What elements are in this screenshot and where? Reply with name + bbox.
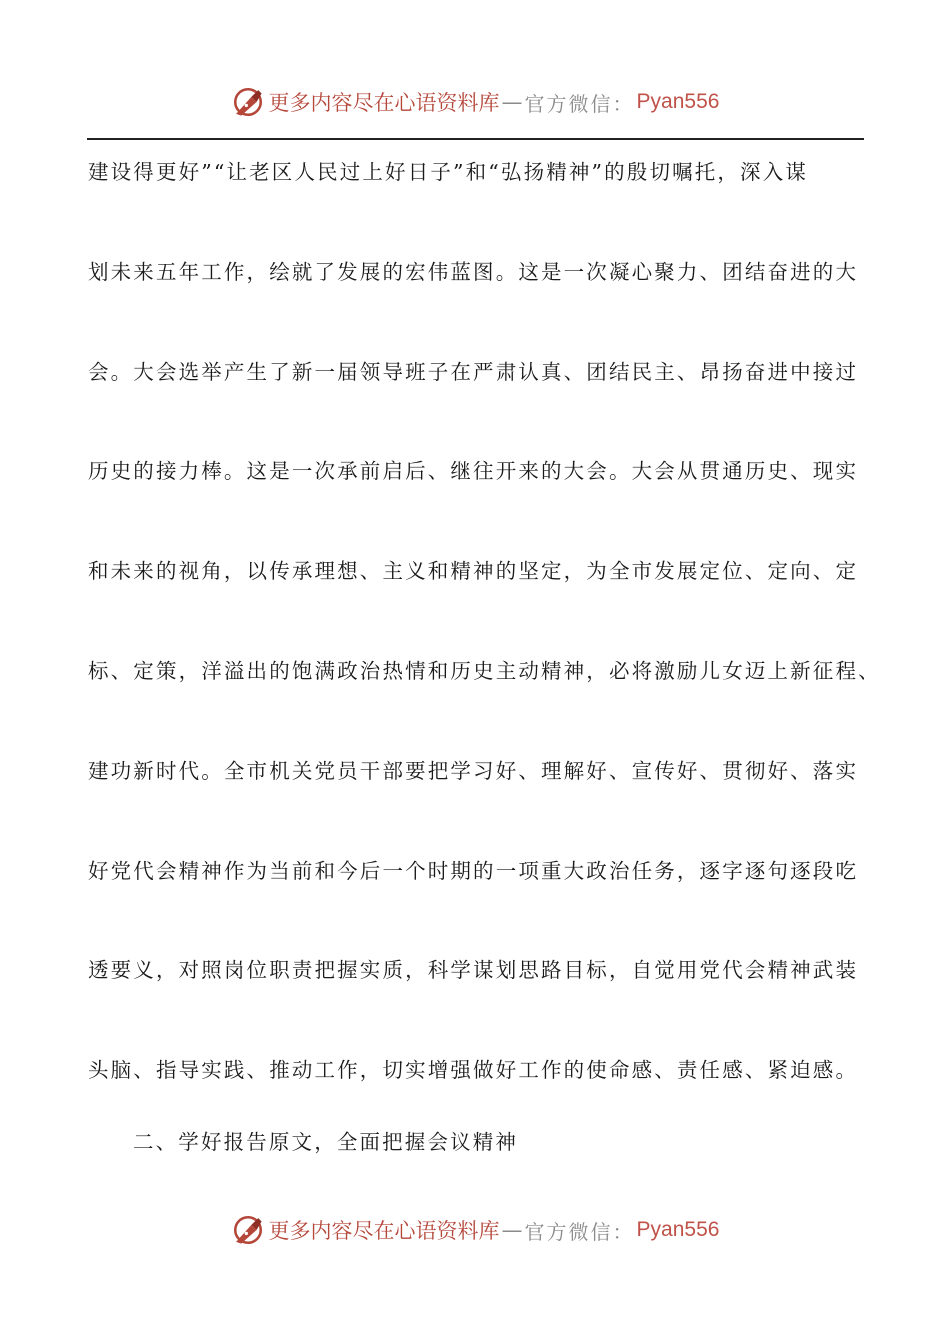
banner-dash: — (501, 1218, 523, 1242)
body-line: 历史的接力棒。这是一次承前启后、继往开来的大会。大会从贯通历史、现实 (88, 459, 859, 484)
banner-wechat-id: Pyan556 (636, 1218, 720, 1241)
body-line: 好党代会精神作为当前和今后一个时期的一项重大政治任务，逐字逐句逐段吃 (88, 858, 859, 883)
body-line: 标、定策，洋溢出的饱满政治热情和历史主动精神，必将激励儿女迈上新征程、 (88, 658, 881, 683)
body-line: 划未来五年工作，绘就了发展的宏伟蓝图。这是一次凝心聚力、团结奋进的大 (88, 259, 859, 284)
header-banner (0, 82, 950, 122)
document-body (88, 140, 881, 1138)
pen-nib-logo-icon (231, 85, 265, 119)
body-line: 建设得更好”“让老区人民过上好日子”和“弘扬精神”的殷切嘱托，深入谋 (88, 160, 808, 184)
banner-wechat-id: Pyan556 (636, 90, 720, 113)
body-line: 和未来的视角，以传承理想、主义和精神的坚定，为全市发展定位、定向、定 (88, 559, 859, 584)
banner-dash: — (501, 90, 523, 114)
pen-nib-logo-icon (231, 1213, 265, 1247)
banner-wechat-label: 官方微信： (524, 91, 635, 116)
banner-wechat-label: 官方微信： (524, 1219, 635, 1244)
footer-banner (0, 1210, 950, 1250)
body-line: 会。大会选举产生了新一届领导班子在严肃认真、团结民主、昂扬奋进中接过 (88, 359, 859, 384)
banner-title: 更多内容尽在心语资料库 (268, 1219, 500, 1243)
banner-title: 更多内容尽在心语资料库 (268, 91, 500, 115)
body-line: 头脑、指导实践、推动工作，切实增强做好工作的使命感、责任感、紧迫感。 (88, 1058, 859, 1083)
body-line: 透要义，对照岗位职责把握实质，科学谋划思路目标，自觉用党代会精神武装 (88, 958, 859, 983)
section-heading: 二、学好报告原文，全面把握会议精神 (133, 1130, 519, 1154)
body-line: 建功新时代。全市机关党员干部要把学习好、理解好、宣传好、贯彻好、落实 (88, 758, 859, 783)
